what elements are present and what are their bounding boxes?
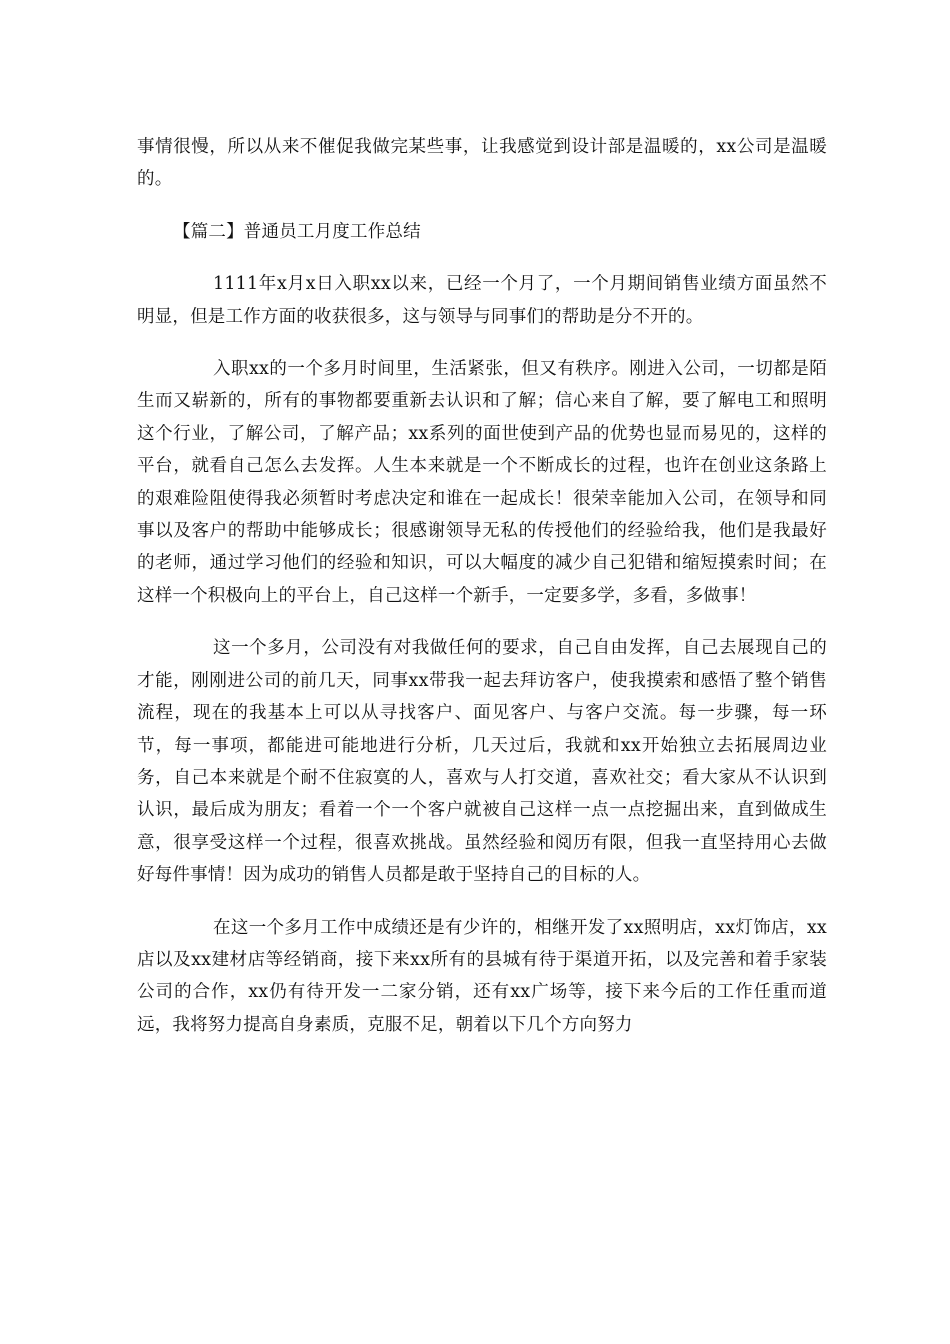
section-heading: 【篇二】普通员工月度工作总结 xyxy=(173,221,421,242)
paragraph-continuation: 事情很慢，所以从来不催促我做完某些事，让我感觉到设计部是温暖的，xx公司是温暖的。 xyxy=(137,137,827,190)
document-body xyxy=(137,131,827,1041)
paragraph-first-month: 入职xx的一个多月时间里，生活紧张，但又有秩序。刚进入公司，一切都是陌生而又崭新的，所有的事物都要重新去认识和了解；信心来自了解，要了解电工和照明这个行业，了解公司，了解产品；xx系列的面世使到产品的优势也显而易见的，这样的平台，就看自己怎么去发挥。人生本来就是一个不断成长的过程，也许在创业这条路上的艰难险阻使得我必须暂时考虑决定和谁在一起成长！很荣幸能加入公司，在领导和同事以及客户的帮助中能够成长；很感谢领导无私的传授他们的经验给我，他们是我最好的老师，通过学习他们的经验和知识，可以大幅度的减少自己犯错和缩短摸索时间；在这样一个积极向上的平台上，自己这样一个新手，一定要多学，多看，多做事！ xyxy=(137,359,827,606)
paragraph-achievements: 在这一个多月工作中成绩还是有少许的，相继开发了xx照明店，xx灯饰店，xx店以及xx建材店等经销商，接下来xx所有的县城有待于渠道开拓，以及完善和着手家装公司的合作，xx仍有待开发一二家分销，还有xx广场等，接下来今后的工作任重而道远，我将努力提高自身素质，克服不足，朝着以下几个方向努力 xyxy=(137,917,827,1035)
paragraph-intro: 1111年x月x日入职xx以来，已经一个月了，一个月期间销售业绩方面虽然不明显，但是工作方面的收获很多，这与领导与同事们的帮助是分不开的。 xyxy=(137,274,827,327)
paragraph-sales-experience: 这一个多月，公司没有对我做任何的要求，自己自由发挥，自己去展现自己的才能，刚刚进公司的前几天，同事xx带我一起去拜访客户，使我摸索和感悟了整个销售流程，现在的我基本上可以从寻找客户、面见客户、与客户交流。每一步骤，每一环节，每一事项，都能进可能地进行分析，几天过后，我就和xx开始独立去拓展周边业务，自己本来就是个耐不住寂寞的人，喜欢与人打交道，喜欢社交；看大家从不认识到认识，最后成为朋友；看着一个一个客户就被自己这样一点一点挖掘出来，直到做成生意，很享受这样一个过程，很喜欢挑战。虽然经验和阅历有限，但我一直坚持用心去做好每件事情！因为成功的销售人员都是敢于坚持自己的目标的人。 xyxy=(137,638,827,886)
